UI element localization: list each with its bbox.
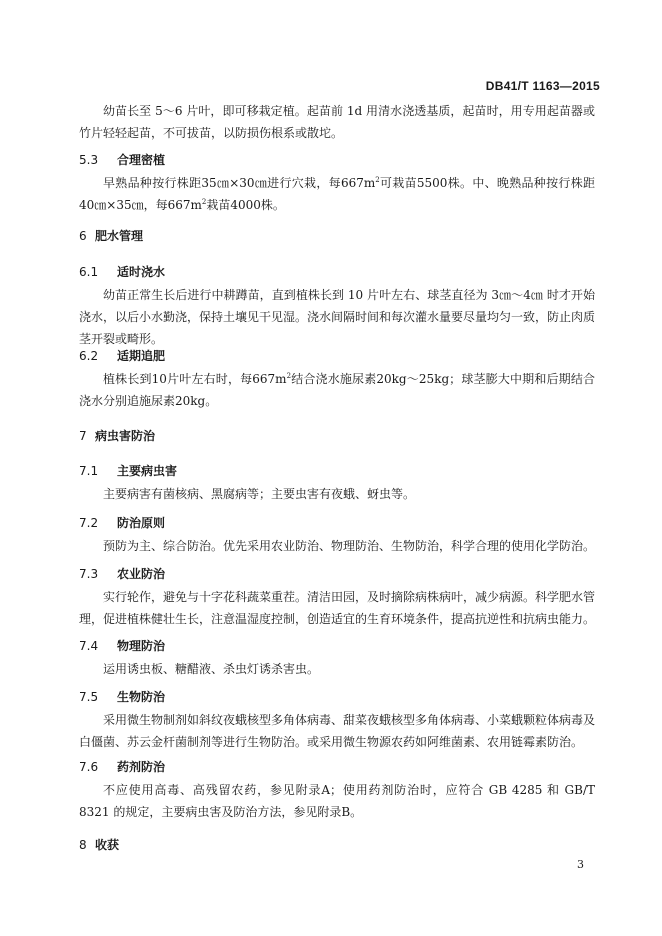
heading-title: 农业防治 [117,567,166,581]
heading-title: 药剂防治 [117,760,166,774]
heading-number: 6.2 [79,349,99,363]
heading-number: 7 [79,429,87,443]
heading-title: 合理密植 [117,153,166,167]
heading-7-2 [79,515,165,531]
standard-code: DB41/T 1163—2015 [485,79,600,93]
heading-number: 7.2 [79,516,99,530]
heading-7-4 [79,638,165,654]
heading-6-2 [79,348,165,364]
heading-number: 7.3 [79,567,99,581]
heading-5-3 [79,152,165,168]
heading-title: 收获 [95,838,120,852]
heading-number: 7.5 [79,690,99,704]
heading-7 [79,428,155,444]
heading-7-1 [79,463,177,479]
heading-8 [79,837,119,853]
heading-7-3 [79,566,165,582]
paragraph-7-3: 实行轮作，避免与十字花科蔬菜重茬。清洁田园，及时摘除病株病叶，减少病源。科学肥水管理，促进植株健壮生长，注意温湿度控制，创造适宜的生育环境条件，提高抗逆性和抗病虫能力。 [79,590,596,626]
heading-title: 主要病虫害 [117,464,178,478]
heading-number: 7.6 [79,760,99,774]
heading-number: 5.3 [79,153,99,167]
heading-title: 适期追肥 [117,349,166,363]
page-number: 3 [577,858,584,871]
heading-title: 病虫害防治 [95,429,156,443]
superscript: 2 [286,372,292,380]
heading-number: 6.1 [79,265,99,279]
heading-7-5 [79,689,165,705]
paragraph-7-1: 主要病害有菌核病、黑腐病等；主要虫害有夜蛾、蚜虫等。 [103,487,416,501]
paragraph-7-6: 不应使用高毒、高残留农药，参见附录A；使用药剂防治时，应符合 GB 4285 和 GB/T 8321 的规定，主要病虫害及防治方法，参见附录B。 [79,783,595,819]
paragraph-6-2: 植株长到10片叶左右时，每$667m^2$结合浇水施尿素20kg～25kg；球茎膨大中期和后期结合浇水分别追施尿素20kg。 [79,372,595,408]
superscript: 2 [375,176,380,184]
paragraph-5-3: 早熟品种按行株距35㎝×30㎝进行穴栽，每$667m^2$可栽苗5500株。中、晚熟品种按行株距40㎝×35㎝，每$667m^2$栽苗4000株。 [79,176,595,212]
heading-title: 防治原则 [117,516,166,530]
heading-6-1 [79,264,165,280]
heading-title: 适时浇水 [117,265,166,279]
paragraph-7-4: 运用诱虫板、糖醋液、杀虫灯诱杀害虫。 [103,662,320,676]
superscript: 2 [201,198,207,206]
heading-number: 6 [79,229,87,243]
heading-title: 肥水管理 [95,229,144,243]
heading-6 [79,228,143,244]
heading-number: 8 [79,838,87,852]
paragraph-7-2: 预防为主、综合防治。优先采用农业防治、物理防治、生物防治，科学合理的使用化学防治。 [103,539,596,553]
heading-title: 生物防治 [117,690,166,704]
heading-number: 7.1 [79,464,99,478]
paragraph-7-5: 采用微生物制剂如斜纹夜蛾核型多角体病毒、甜菜夜蛾核型多角体病毒、小菜蛾颗粒体病毒及白僵菌、苏云金杆菌制剂等进行生物防治。或采用微生物源农药如阿维菌素、农用链霉素防治。 [79,713,596,749]
heading-number: 7.4 [79,639,99,653]
paragraph-seedling-transplant: 幼苗长至 5～6 片叶，即可移栽定植。起苗前 1d 用清水浇透基质，起苗时，用专用起苗器或竹片轻轻起苗，不可拔苗，以防损伤根系或散坨。 [79,104,595,140]
heading-title: 物理防治 [117,639,166,653]
heading-7-6 [79,759,165,775]
paragraph-6-1: 幼苗正常生长后进行中耕蹲苗，直到植株长到 10 片叶左右、球茎直径为 3㎝～4㎝ 时才开始浇水，以后小水勤浇，保持土壤见干见湿。浇水间隔时间和每次灌水量要尽量均匀一致，防止肉质茎开裂或畸形。 [79,288,596,346]
